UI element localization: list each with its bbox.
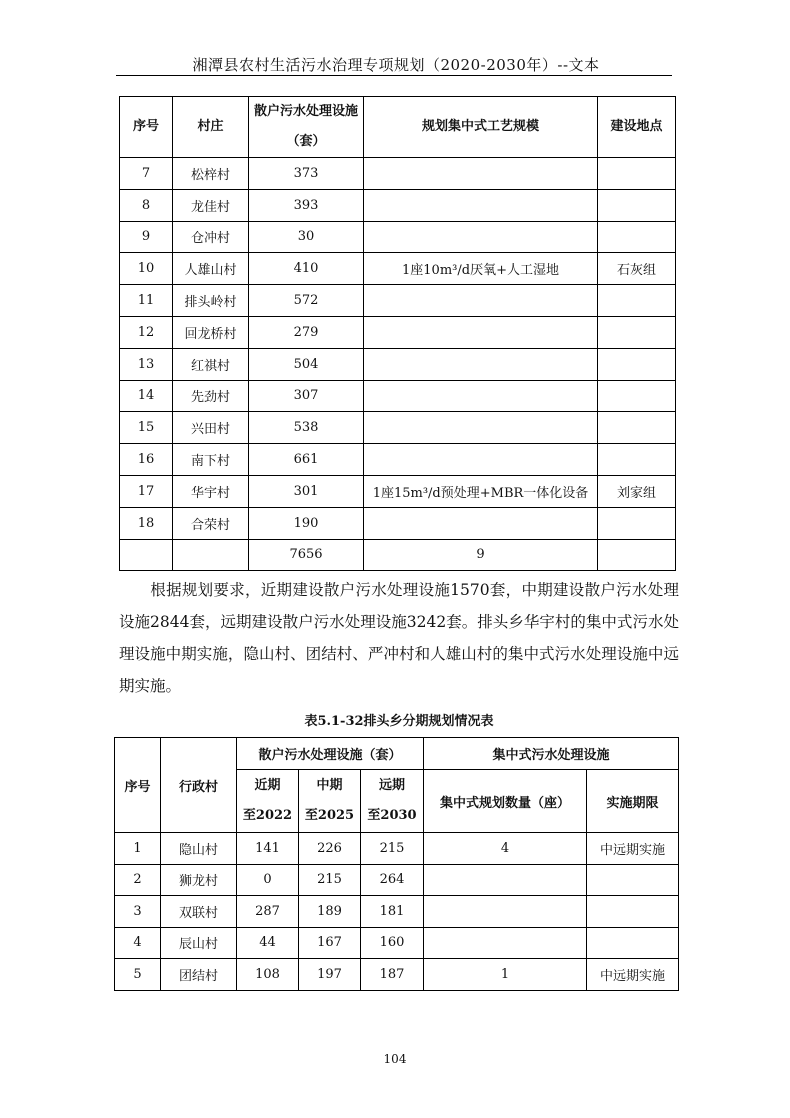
cell-site: [598, 507, 676, 539]
header-period: 实施期限: [587, 770, 679, 833]
cell-site: [598, 412, 676, 444]
table-row: [115, 927, 679, 959]
cell-mid: 189: [299, 896, 361, 928]
table-row: [120, 507, 676, 539]
cell-site: [598, 380, 676, 412]
cell-dispersed-count: 373: [249, 158, 364, 190]
cell-no: 5: [115, 959, 161, 991]
cell-dispersed-count: 307: [249, 380, 364, 412]
header-dispersed: [249, 97, 364, 158]
header-far: [361, 770, 424, 833]
cell-period: 中远期实施: [587, 833, 679, 865]
header-mid: [299, 770, 361, 833]
cell-dispersed-count: 30: [249, 221, 364, 253]
cell-village: 华宇村: [173, 475, 249, 507]
cell-scale: [364, 380, 598, 412]
cell-site: [598, 316, 676, 348]
table-row: [120, 316, 676, 348]
cell-period: [587, 896, 679, 928]
body-paragraph-text: 根据规划要求，近期建设散户污水处理设施1570套，中期建设散户污水处理设施2844套，远期建设散户污水处理设施3242套。排头乡华宇村的集中式污水处理设施中期实施，隐山村、团结村、严冲村和人雄山村的集中式污水处理设施中远期实施。: [119, 581, 679, 695]
cell-village: 兴田村: [173, 412, 249, 444]
header-near-to: 至2022: [242, 808, 293, 823]
cell-site: 石灰组: [598, 253, 676, 285]
cell-village: 回龙桥村: [173, 316, 249, 348]
cell-scale: [364, 444, 598, 476]
header-rule: [116, 75, 672, 76]
cell-central-count: [424, 927, 587, 959]
cell-village: 人雄山村: [173, 253, 249, 285]
cell-no: 16: [120, 444, 173, 476]
table-row: [120, 380, 676, 412]
cell-dispersed-count: 572: [249, 285, 364, 317]
page-number: 104: [383, 1052, 407, 1066]
cell-no: 1: [115, 833, 161, 865]
cell-site: [598, 348, 676, 380]
cell-village: 辰山村: [161, 927, 237, 959]
header-dispersed-group: 散户污水处理设施（套）: [237, 738, 424, 770]
table-row: [115, 896, 679, 928]
table-row: [120, 158, 676, 190]
cell-no: 4: [115, 927, 161, 959]
header-scale: 规划集中式工艺规模: [364, 97, 598, 158]
cell-near: 0: [237, 864, 299, 896]
cell-scale: 1座10m³/d厌氧+人工湿地: [364, 253, 598, 285]
header-no: 序号: [115, 738, 161, 833]
cell-central-count: [424, 896, 587, 928]
cell-site: [598, 539, 676, 571]
cell-mid: 167: [299, 927, 361, 959]
cell-mid: 226: [299, 833, 361, 865]
village-facility-table: [119, 96, 676, 571]
page-header: 湘潭县农村生活污水治理专项规划（2020-2030年）--文本: [192, 56, 600, 74]
cell-period: 中远期实施: [587, 959, 679, 991]
cell-central-count: 1: [424, 959, 587, 991]
cell-far: 181: [361, 896, 424, 928]
cell-scale: 9: [364, 539, 598, 571]
table-row: [120, 475, 676, 507]
table-row: [120, 285, 676, 317]
cell-site: [598, 285, 676, 317]
table-caption: 表5.1-32排头乡分期规划情况表: [304, 714, 494, 729]
cell-no: 8: [120, 189, 173, 221]
table-row: [120, 539, 676, 571]
cell-central-count: 4: [424, 833, 587, 865]
cell-far: 187: [361, 959, 424, 991]
cell-village: 团结村: [161, 959, 237, 991]
table-row: [115, 833, 679, 865]
cell-village: 排头岭村: [173, 285, 249, 317]
cell-village: 红祺村: [173, 348, 249, 380]
cell-dispersed-count: 504: [249, 348, 364, 380]
body-paragraph: [119, 574, 679, 702]
cell-dispersed-count: 301: [249, 475, 364, 507]
cell-site: 刘家组: [598, 475, 676, 507]
cell-no: 13: [120, 348, 173, 380]
header-mid-label: 中期: [316, 778, 343, 793]
cell-dispersed-count: 7656: [249, 539, 364, 571]
table-row: [120, 412, 676, 444]
cell-scale: [364, 412, 598, 444]
cell-scale: [364, 285, 598, 317]
cell-dispersed-count: 393: [249, 189, 364, 221]
cell-mid: 197: [299, 959, 361, 991]
cell-village: 松梓村: [173, 158, 249, 190]
cell-site: [598, 221, 676, 253]
header-village: 村庄: [173, 97, 249, 158]
cell-village: 狮龙村: [161, 864, 237, 896]
cell-no: 10: [120, 253, 173, 285]
cell-near: 44: [237, 927, 299, 959]
cell-village: 仓冲村: [173, 221, 249, 253]
header-central-group: 集中式污水处理设施: [424, 738, 679, 770]
cell-near: 141: [237, 833, 299, 865]
cell-near: 287: [237, 896, 299, 928]
cell-near: 108: [237, 959, 299, 991]
cell-dispersed-count: 410: [249, 253, 364, 285]
cell-central-count: [424, 864, 587, 896]
cell-no: 18: [120, 507, 173, 539]
cell-far: 264: [361, 864, 424, 896]
cell-dispersed-count: 190: [249, 507, 364, 539]
cell-no: [120, 539, 173, 571]
cell-no: 11: [120, 285, 173, 317]
cell-village: [173, 539, 249, 571]
cell-no: 3: [115, 896, 161, 928]
cell-no: 12: [120, 316, 173, 348]
cell-far: 215: [361, 833, 424, 865]
header-far-to: 至2030: [367, 808, 417, 823]
header-dispersed-line2: （套）: [286, 134, 326, 149]
cell-scale: [364, 221, 598, 253]
cell-village: 隐山村: [161, 833, 237, 865]
header-admin-village: 行政村: [161, 738, 237, 833]
cell-village: 龙佳村: [173, 189, 249, 221]
cell-scale: [364, 507, 598, 539]
cell-village: 双联村: [161, 896, 237, 928]
table-row: [120, 444, 676, 476]
cell-scale: [364, 348, 598, 380]
header-near: [237, 770, 299, 833]
cell-far: 160: [361, 927, 424, 959]
cell-period: [587, 927, 679, 959]
header-no: 序号: [120, 97, 173, 158]
cell-no: 14: [120, 380, 173, 412]
cell-no: 9: [120, 221, 173, 253]
header-dispersed-line1: 散户污水处理设施: [253, 104, 358, 119]
cell-site: [598, 158, 676, 190]
phase-plan-table: [114, 737, 679, 991]
cell-scale: [364, 158, 598, 190]
table-row: [120, 253, 676, 285]
header-far-label: 远期: [379, 778, 406, 793]
cell-dispersed-count: 661: [249, 444, 364, 476]
cell-no: 17: [120, 475, 173, 507]
cell-scale: [364, 316, 598, 348]
cell-no: 2: [115, 864, 161, 896]
cell-dispersed-count: 279: [249, 316, 364, 348]
cell-site: [598, 444, 676, 476]
header-near-label: 近期: [254, 778, 281, 793]
cell-scale: 1座15m³/d预处理+MBR一体化设备: [364, 475, 598, 507]
cell-no: 7: [120, 158, 173, 190]
table-row: [120, 348, 676, 380]
cell-dispersed-count: 538: [249, 412, 364, 444]
header-central-count: 集中式规划数量（座）: [424, 770, 587, 833]
cell-no: 15: [120, 412, 173, 444]
cell-village: 先劲村: [173, 380, 249, 412]
table-row: [115, 959, 679, 991]
cell-mid: 215: [299, 864, 361, 896]
cell-village: 南下村: [173, 444, 249, 476]
cell-village: 合荣村: [173, 507, 249, 539]
cell-period: [587, 864, 679, 896]
table-row: [120, 189, 676, 221]
header-site: 建设地点: [598, 97, 676, 158]
table-row: [115, 864, 679, 896]
cell-scale: [364, 189, 598, 221]
cell-site: [598, 189, 676, 221]
table-row: [120, 221, 676, 253]
header-mid-to: 至2025: [304, 808, 355, 823]
